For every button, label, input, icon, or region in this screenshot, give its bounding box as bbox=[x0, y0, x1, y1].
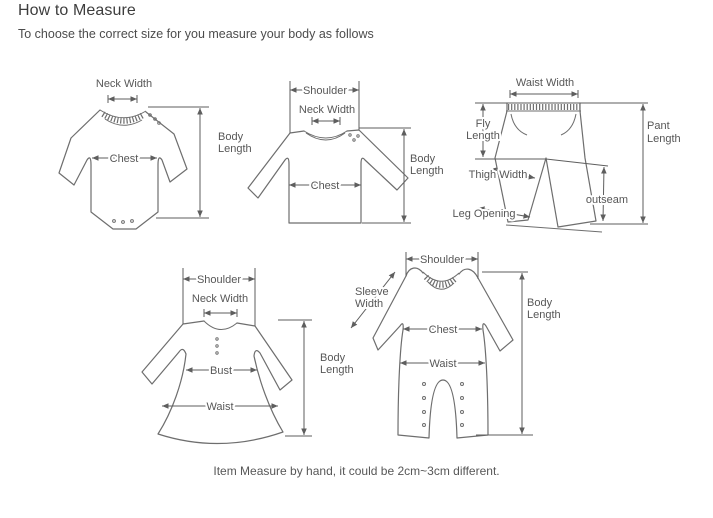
pants-waist-width-label: Waist Width bbox=[515, 77, 575, 89]
bodysuit-body-length-label-2: Length bbox=[218, 143, 252, 155]
shirt-drawing bbox=[248, 130, 408, 223]
dress-body-length-label-2: Length bbox=[320, 364, 354, 376]
dress-shoulder-label: Shoulder bbox=[196, 274, 242, 286]
shirt-body-length-label-2: Length bbox=[410, 165, 444, 177]
shirt-neck-width-label: Neck Width bbox=[298, 104, 356, 116]
shirt-outline bbox=[248, 130, 408, 223]
romper-waist-label: Waist bbox=[429, 358, 457, 370]
romper-body-length-label-2: Length bbox=[527, 309, 561, 321]
romper-chest-label: Chest bbox=[428, 324, 458, 336]
dress-bust-label: Bust bbox=[209, 365, 233, 377]
shirt-measurements bbox=[289, 81, 444, 223]
bodysuit-neck-width-label: Neck Width bbox=[95, 78, 153, 90]
romper-crotch-snaps bbox=[423, 383, 464, 427]
pants-hem-baseline bbox=[506, 225, 602, 232]
pants-fly-length-label-1: Fly bbox=[475, 118, 491, 130]
bodysuit-body-length-label-1: Body bbox=[218, 131, 244, 143]
romper-outline bbox=[373, 276, 513, 438]
diagram-bodysuit bbox=[58, 72, 263, 242]
bodysuit-crotch-snaps bbox=[113, 220, 134, 224]
dress-collar bbox=[204, 321, 237, 330]
pants-measurements bbox=[453, 77, 681, 224]
bodysuit-drawing bbox=[59, 110, 187, 229]
shirt-chest-label: Chest bbox=[310, 180, 340, 192]
romper-measurements bbox=[351, 252, 561, 435]
romper-body-length-label-1: Body bbox=[527, 297, 553, 309]
romper-sleeve-width-label-2: Width bbox=[355, 298, 384, 310]
diagram-pants bbox=[450, 72, 690, 244]
romper-sleeve-width-label-1: Sleeve bbox=[355, 286, 389, 298]
dress-drawing bbox=[142, 321, 292, 444]
pants-outseam-label: outseam bbox=[585, 194, 629, 206]
dress-outline bbox=[142, 321, 292, 444]
diagram-shirt bbox=[240, 78, 452, 240]
bodysuit-outline bbox=[59, 110, 187, 229]
dress-neck-width-label: Neck Width bbox=[191, 293, 249, 305]
diagram-romper bbox=[345, 248, 561, 460]
page-title: How to Measure bbox=[18, 2, 136, 19]
pants-pant-length-label-2: Length bbox=[647, 133, 681, 145]
pants-leg-opening-label: Leg Opening bbox=[452, 208, 516, 220]
bodysuit-measurements bbox=[92, 78, 252, 218]
pants-pockets bbox=[511, 114, 576, 135]
dress-placket-buttons bbox=[216, 338, 218, 354]
shirt-body-length-label-1: Body bbox=[410, 153, 436, 165]
pants-outseam-ext-top bbox=[546, 159, 608, 166]
dress-measurements bbox=[162, 268, 354, 436]
diagram-dress bbox=[120, 262, 355, 457]
romper-shoulder-label: Shoulder bbox=[419, 254, 465, 266]
dress-body-length-label-1: Body bbox=[320, 352, 346, 364]
romper-drawing bbox=[373, 268, 513, 438]
shirt-collar bbox=[304, 131, 347, 140]
pants-thigh-width-label: Thigh Width bbox=[468, 169, 528, 181]
page-subtitle: To choose the correct size for you measure your body as follows bbox=[18, 27, 374, 41]
pants-fly-length-label-2: Length bbox=[466, 130, 500, 142]
romper-shoulder-curves bbox=[406, 268, 478, 278]
bodysuit-chest-label: Chest bbox=[109, 153, 139, 165]
footer-note: Item Measure by hand, it could be 2cm~3cm different. bbox=[213, 464, 500, 478]
shirt-shoulder-label: Shoulder bbox=[302, 85, 348, 97]
pants-pant-length-label-1: Pant bbox=[647, 120, 670, 132]
shirt-shoulder-snaps bbox=[349, 134, 359, 141]
dress-waist-label: Waist bbox=[206, 401, 234, 413]
